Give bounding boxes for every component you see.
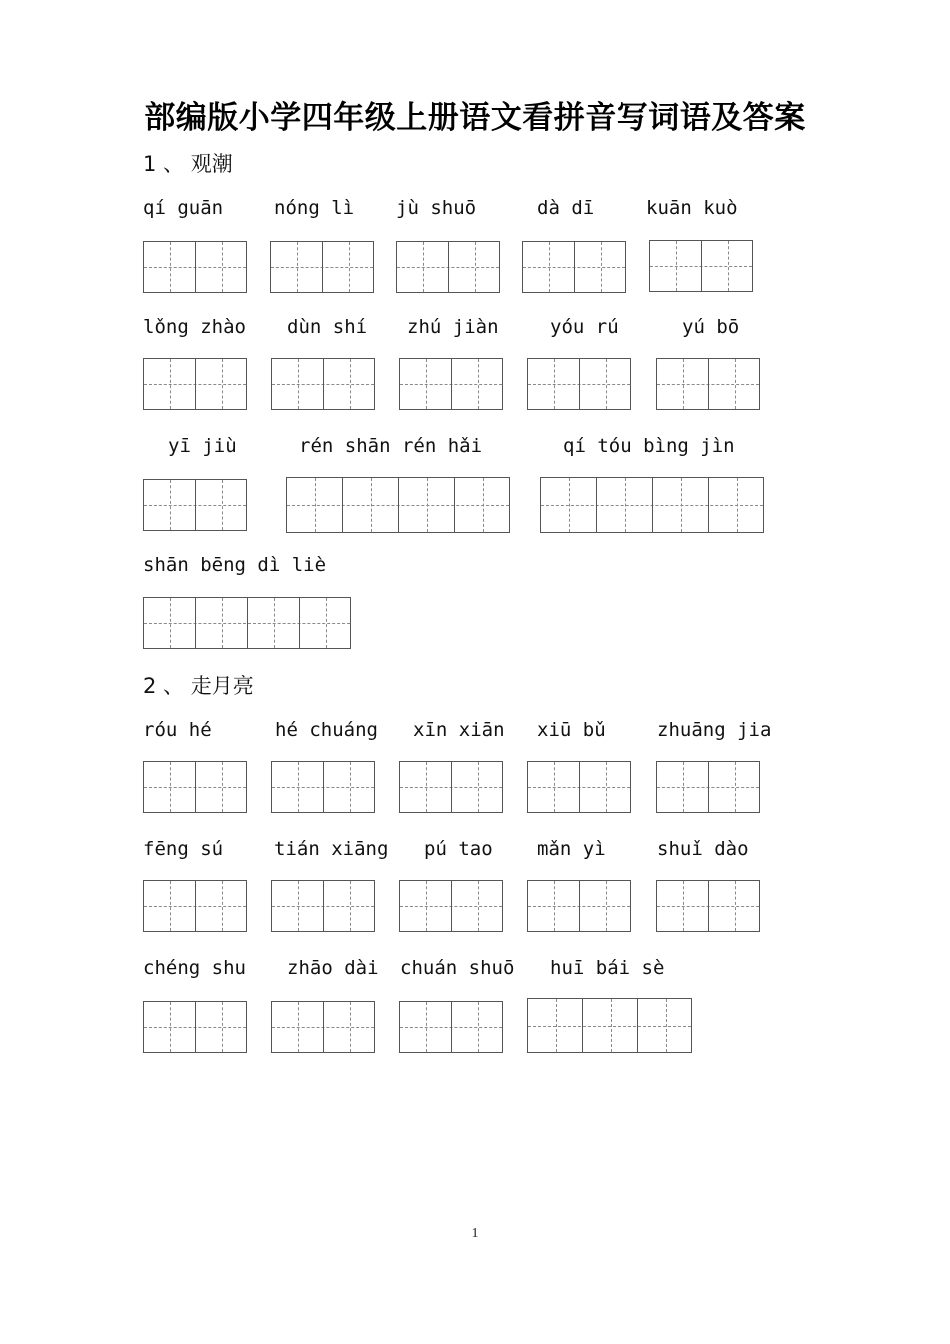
grid-cell-divider xyxy=(579,359,580,409)
grid-guide-vertical xyxy=(737,478,738,532)
grid-guide-vertical xyxy=(297,242,298,292)
grid-guide-vertical xyxy=(478,1002,479,1052)
grid-guide-vertical xyxy=(735,881,736,931)
grid-guide-vertical xyxy=(554,881,555,931)
grid-cell-divider xyxy=(195,762,196,812)
grid-cell-divider xyxy=(323,1002,324,1052)
grid-guide-vertical xyxy=(222,598,223,648)
grid-guide-vertical xyxy=(423,242,424,292)
writing-grid[interactable] xyxy=(527,761,631,813)
grid-guide-vertical xyxy=(683,881,684,931)
grid-cell-divider xyxy=(582,999,583,1052)
grid-cell-divider xyxy=(195,359,196,409)
writing-grid[interactable] xyxy=(396,241,500,293)
grid-guide-vertical xyxy=(170,359,171,409)
grid-cell-divider xyxy=(398,478,399,532)
grid-guide-vertical xyxy=(349,242,350,292)
grid-guide-vertical xyxy=(625,478,626,532)
grid-guide-vertical xyxy=(350,881,351,931)
grid-cell-divider xyxy=(708,478,709,532)
pinyin-label: hé chuáng xyxy=(275,719,378,741)
grid-cell-divider xyxy=(637,999,638,1052)
pinyin-label: kuān kuò xyxy=(646,197,738,219)
grid-guide-vertical xyxy=(170,762,171,812)
writing-grid[interactable] xyxy=(656,358,760,410)
writing-grid[interactable] xyxy=(399,880,503,932)
writing-grid[interactable] xyxy=(143,241,247,293)
pinyin-label: mǎn yì xyxy=(537,838,606,860)
pinyin-label: tián xiāng xyxy=(274,838,389,860)
grid-guide-vertical xyxy=(222,1002,223,1052)
writing-grid[interactable] xyxy=(649,240,753,292)
page-number: 1 xyxy=(471,1226,479,1241)
grid-guide-vertical xyxy=(426,359,427,409)
grid-guide-vertical xyxy=(611,999,612,1052)
grid-cell-divider xyxy=(454,478,455,532)
pinyin-label: rén shān rén hǎi xyxy=(299,435,483,457)
writing-grid[interactable] xyxy=(527,998,692,1053)
grid-cell-divider xyxy=(451,881,452,931)
grid-cell-divider xyxy=(451,762,452,812)
grid-cell-divider xyxy=(195,242,196,292)
grid-guide-vertical xyxy=(569,478,570,532)
writing-grid[interactable] xyxy=(271,1001,375,1053)
grid-guide-vertical xyxy=(326,598,327,648)
grid-guide-vertical xyxy=(549,242,550,292)
grid-guide-vertical xyxy=(683,762,684,812)
grid-guide-vertical xyxy=(170,1002,171,1052)
grid-guide-vertical xyxy=(350,359,351,409)
grid-guide-vertical xyxy=(478,881,479,931)
grid-cell-divider xyxy=(195,480,196,530)
grid-guide-vertical xyxy=(222,480,223,530)
grid-cell-divider xyxy=(195,598,196,648)
section-heading-2: 2 、 走月亮 xyxy=(143,674,254,698)
grid-guide-vertical xyxy=(478,359,479,409)
pinyin-label: xīn xiān xyxy=(413,719,505,741)
pinyin-label: yī jiù xyxy=(168,435,237,457)
pinyin-label: zhú jiàn xyxy=(407,316,499,338)
grid-guide-vertical xyxy=(371,478,372,532)
grid-guide-vertical xyxy=(427,478,428,532)
grid-guide-vertical xyxy=(728,241,729,291)
writing-grid[interactable] xyxy=(527,880,631,932)
grid-cell-divider xyxy=(323,762,324,812)
grid-guide-vertical xyxy=(222,242,223,292)
grid-guide-vertical xyxy=(554,359,555,409)
writing-grid[interactable] xyxy=(286,477,510,533)
grid-cell-divider xyxy=(652,478,653,532)
grid-guide-vertical xyxy=(735,762,736,812)
grid-cell-divider xyxy=(323,881,324,931)
writing-grid[interactable] xyxy=(656,880,760,932)
grid-guide-vertical xyxy=(483,478,484,532)
grid-cell-divider xyxy=(342,478,343,532)
pinyin-label: xiū bǔ xyxy=(537,719,606,741)
pinyin-label: pú tao xyxy=(424,838,493,860)
grid-cell-divider xyxy=(708,881,709,931)
pinyin-label: róu hé xyxy=(143,719,212,741)
writing-grid[interactable] xyxy=(143,1001,247,1053)
grid-guide-vertical xyxy=(475,242,476,292)
grid-guide-vertical xyxy=(298,359,299,409)
pinyin-label: nóng lì xyxy=(274,197,355,219)
grid-cell-divider xyxy=(195,1002,196,1052)
grid-guide-vertical xyxy=(426,1002,427,1052)
grid-guide-vertical xyxy=(606,762,607,812)
writing-grid[interactable] xyxy=(399,358,503,410)
writing-grid[interactable] xyxy=(143,597,351,649)
grid-cell-divider xyxy=(701,241,702,291)
writing-grid[interactable] xyxy=(271,761,375,813)
grid-guide-vertical xyxy=(554,762,555,812)
grid-cell-divider xyxy=(579,762,580,812)
writing-grid[interactable] xyxy=(143,358,247,410)
grid-guide-horizontal xyxy=(528,1026,691,1027)
writing-grid[interactable] xyxy=(271,880,375,932)
grid-guide-vertical xyxy=(170,598,171,648)
pinyin-label: chuán shuō xyxy=(400,957,515,979)
grid-guide-vertical xyxy=(683,359,684,409)
grid-guide-vertical xyxy=(426,762,427,812)
pinyin-label: dùn shí xyxy=(287,316,368,338)
grid-guide-vertical xyxy=(350,762,351,812)
grid-cell-divider xyxy=(299,598,300,648)
pinyin-label: fēng sú xyxy=(143,838,224,860)
writing-grid[interactable] xyxy=(143,761,247,813)
writing-grid[interactable] xyxy=(540,477,764,533)
grid-guide-vertical xyxy=(222,881,223,931)
grid-guide-vertical xyxy=(350,1002,351,1052)
writing-grid[interactable] xyxy=(271,358,375,410)
writing-grid[interactable] xyxy=(143,880,247,932)
grid-guide-vertical xyxy=(601,242,602,292)
grid-guide-vertical xyxy=(606,359,607,409)
writing-grid[interactable] xyxy=(399,1001,503,1053)
grid-guide-vertical xyxy=(170,480,171,530)
grid-guide-vertical xyxy=(298,881,299,931)
writing-grid[interactable] xyxy=(399,761,503,813)
writing-grid[interactable] xyxy=(522,241,626,293)
writing-grid[interactable] xyxy=(143,479,247,531)
grid-cell-divider xyxy=(323,359,324,409)
pinyin-label: dà dī xyxy=(537,197,595,219)
grid-cell-divider xyxy=(708,762,709,812)
grid-guide-vertical xyxy=(170,881,171,931)
grid-guide-vertical xyxy=(478,762,479,812)
pinyin-label: lǒng zhào xyxy=(143,316,246,338)
writing-grid[interactable] xyxy=(527,358,631,410)
grid-cell-divider xyxy=(247,598,248,648)
grid-cell-divider xyxy=(451,359,452,409)
grid-cell-divider xyxy=(708,359,709,409)
grid-guide-vertical xyxy=(735,359,736,409)
grid-cell-divider xyxy=(579,881,580,931)
grid-cell-divider xyxy=(451,1002,452,1052)
pinyin-label: jù shuō xyxy=(396,197,477,219)
grid-cell-divider xyxy=(448,242,449,292)
pinyin-label: shuǐ dào xyxy=(657,838,749,860)
grid-guide-vertical xyxy=(170,242,171,292)
grid-cell-divider xyxy=(596,478,597,532)
pinyin-label: yú bō xyxy=(682,316,740,338)
grid-cell-divider xyxy=(574,242,575,292)
grid-guide-vertical xyxy=(298,1002,299,1052)
grid-guide-vertical xyxy=(676,241,677,291)
grid-guide-vertical xyxy=(222,762,223,812)
page-title: 部编版小学四年级上册语文看拼音写词语及答案 xyxy=(144,100,806,136)
writing-grid[interactable] xyxy=(270,241,374,293)
grid-guide-vertical xyxy=(274,598,275,648)
pinyin-label: zhuāng jia xyxy=(657,719,772,741)
pinyin-label: chéng shu xyxy=(143,957,246,979)
grid-guide-vertical xyxy=(681,478,682,532)
grid-guide-vertical xyxy=(556,999,557,1052)
pinyin-label: qí tóu bìng jìn xyxy=(563,435,735,457)
writing-grid[interactable] xyxy=(656,761,760,813)
grid-guide-vertical xyxy=(315,478,316,532)
grid-guide-vertical xyxy=(222,359,223,409)
pinyin-label: qí guān xyxy=(143,197,224,219)
pinyin-label: huī bái sè xyxy=(550,957,665,979)
pinyin-label: zhāo dài xyxy=(287,957,379,979)
pinyin-label: shān bēng dì liè xyxy=(143,554,327,576)
grid-cell-divider xyxy=(195,881,196,931)
grid-guide-vertical xyxy=(606,881,607,931)
grid-cell-divider xyxy=(322,242,323,292)
grid-guide-vertical xyxy=(426,881,427,931)
grid-guide-vertical xyxy=(298,762,299,812)
section-heading-1: 1 、 观潮 xyxy=(143,152,233,176)
grid-guide-vertical xyxy=(666,999,667,1052)
pinyin-label: yóu rú xyxy=(550,316,619,338)
